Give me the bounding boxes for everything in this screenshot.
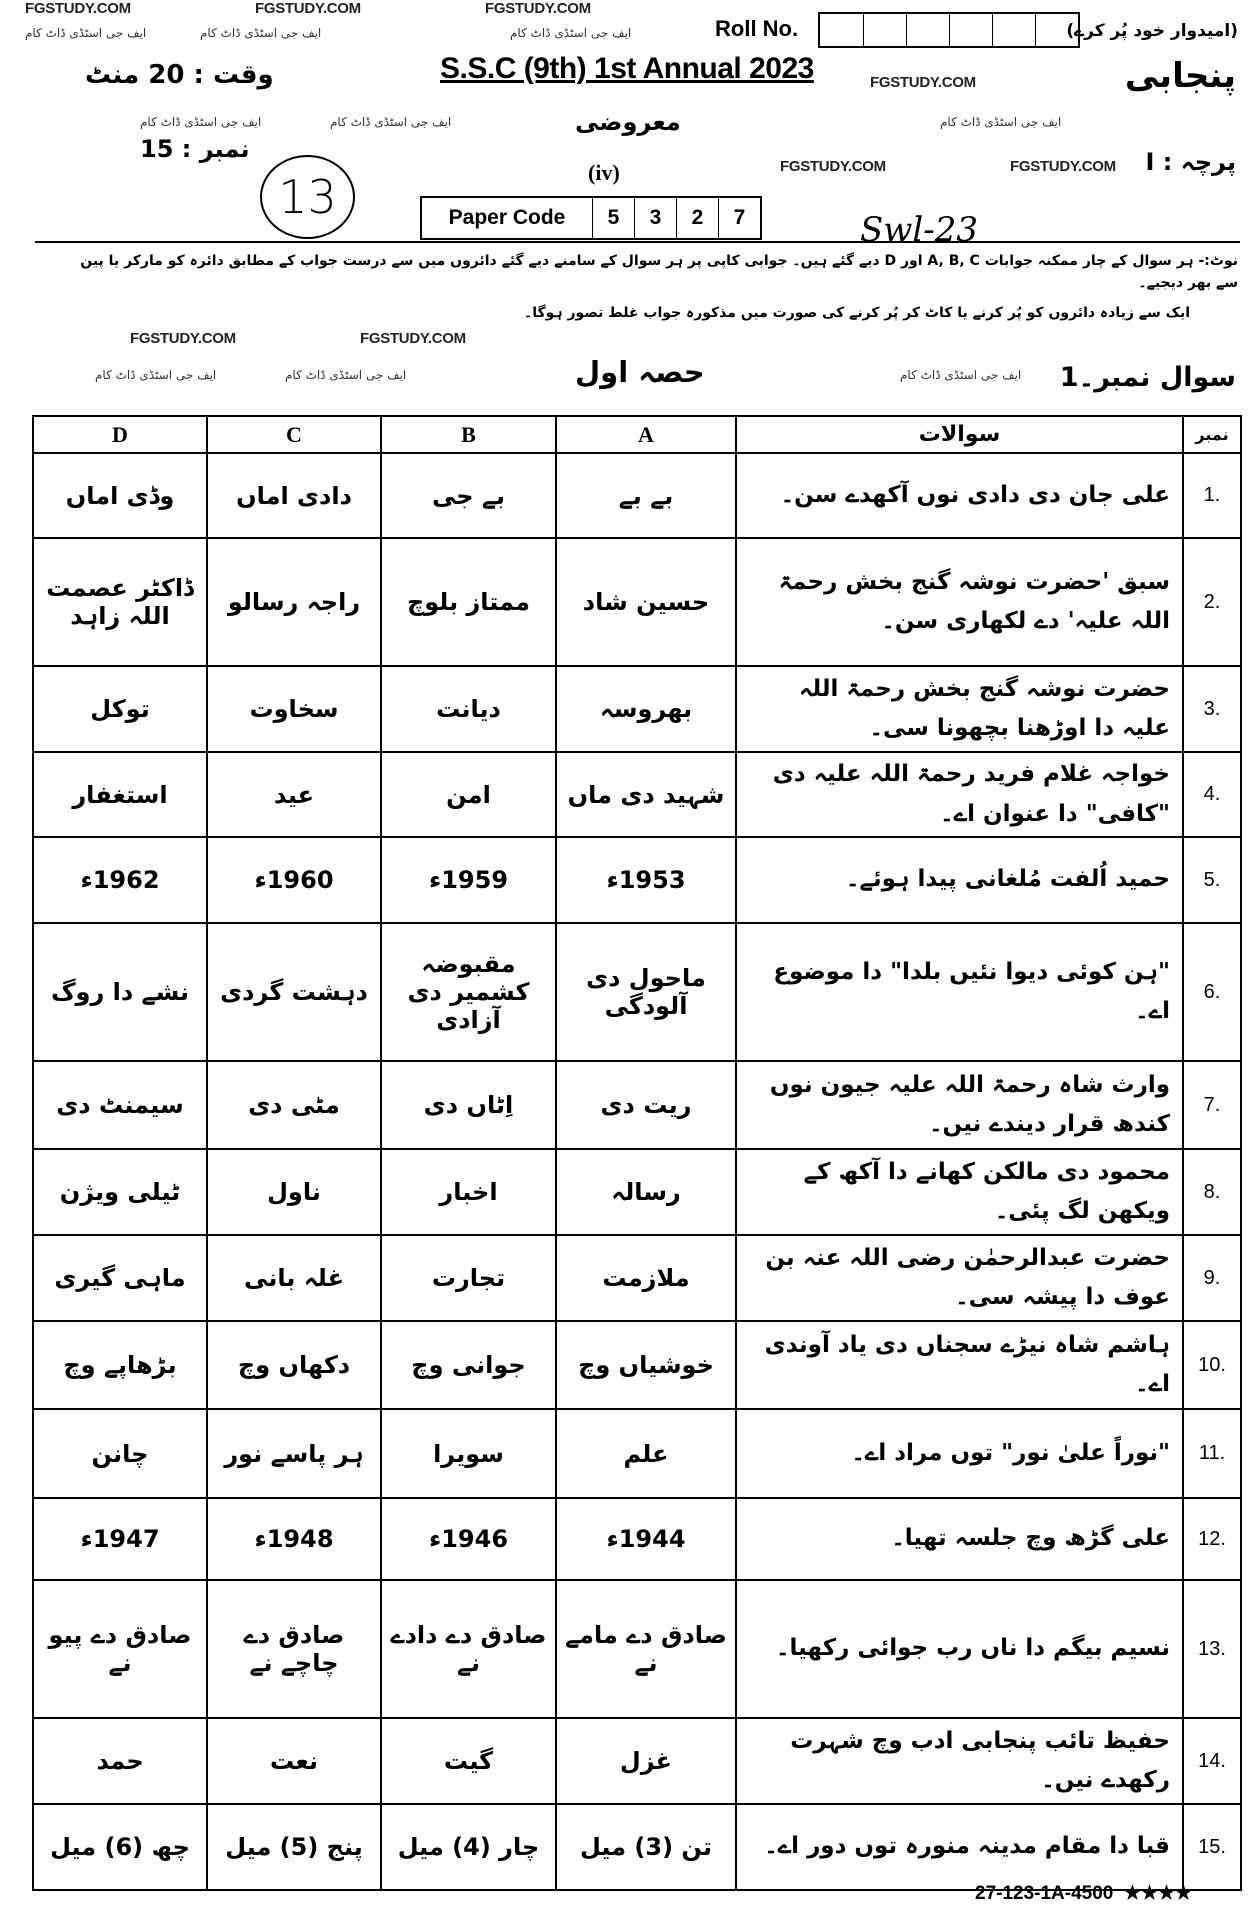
- option-c: سخاوت: [207, 666, 381, 752]
- question-number: 4.: [1183, 752, 1241, 837]
- table-row: [33, 666, 1241, 752]
- paper-code-digit: 2: [676, 198, 718, 238]
- handwritten-code: Swl-23: [860, 210, 979, 250]
- watermark-urdu: ایف جی اسٹڈی ڈاٹ کام: [940, 115, 1062, 129]
- option-a: غزل: [556, 1718, 736, 1804]
- option-c: ناول: [207, 1149, 381, 1235]
- table-row: [33, 1804, 1241, 1890]
- instructions-line-2: ایک سے زیادہ دائروں کو پُر کرنے یا کاٹ کر پُر کرنے کی صورت میں مذکورہ جواب غلط تصور ہوگا۔: [524, 305, 1190, 321]
- header-questions: سوالات: [736, 416, 1183, 453]
- question-text: حضرت عبدالرحمٰن رضی اللہ عنہ بن عوف دا پیشہ سی۔: [736, 1235, 1183, 1321]
- question-number: 14.: [1183, 1718, 1241, 1804]
- option-b: اِٹاں دی: [381, 1061, 556, 1149]
- option-b: 1946ء: [381, 1498, 556, 1580]
- question-text: علی گڑھ وچ جلسہ تھیا۔: [736, 1498, 1183, 1580]
- question-number: 2.: [1183, 538, 1241, 666]
- question-number: 9.: [1183, 1235, 1241, 1321]
- option-a: ملازمت: [556, 1235, 736, 1321]
- mcq-table: [32, 415, 1242, 1891]
- option-b: سویرا: [381, 1409, 556, 1498]
- watermark-urdu: ایف جی اسٹڈی ڈاٹ کام: [900, 368, 1022, 382]
- question-text: ہاشم شاہ نیڑے سجناں دی یاد آوندی اے۔: [736, 1321, 1183, 1409]
- question-number: 6.: [1183, 923, 1241, 1061]
- total-marks: نمبر : 15: [140, 135, 250, 163]
- footer-code: [975, 1882, 1192, 1905]
- option-d: ڈاکٹر عصمت اللہ زاہد: [33, 538, 207, 666]
- question-number: 7.: [1183, 1061, 1241, 1149]
- option-d: توکل: [33, 666, 207, 752]
- section-title: حصہ اول: [575, 355, 705, 389]
- candidate-note: (امیدوار خود پُر کرے): [1066, 21, 1238, 41]
- option-a: 1944ء: [556, 1498, 736, 1580]
- paper-code-box: [420, 196, 762, 240]
- table-row: [33, 1235, 1241, 1321]
- header-number: نمبر: [1183, 416, 1241, 453]
- table-row: [33, 837, 1241, 923]
- question-text: وارث شاہ رحمۃ اللہ علیہ جیون نوں کندھ قرار دیندے نیں۔: [736, 1061, 1183, 1149]
- option-a: 1953ء: [556, 837, 736, 923]
- option-c: مٹی دی: [207, 1061, 381, 1149]
- paper-version: (iv): [588, 160, 620, 185]
- option-c: پنج (5) میل: [207, 1804, 381, 1890]
- option-b: امن: [381, 752, 556, 837]
- watermark-urdu: ایف جی اسٹڈی ڈاٹ کام: [95, 368, 217, 382]
- paper-type: معروضی: [575, 108, 681, 136]
- option-d: ماہی گیری: [33, 1235, 207, 1321]
- watermark: FGSTUDY.COM: [25, 0, 131, 17]
- table-row: [33, 923, 1241, 1061]
- option-a: تن (3) میل: [556, 1804, 736, 1890]
- option-d: 1962ء: [33, 837, 207, 923]
- watermark-urdu: ایف جی اسٹڈی ڈاٹ کام: [140, 115, 262, 129]
- subject-name: پنجابی: [1124, 56, 1236, 96]
- table-row: [33, 1498, 1241, 1580]
- option-a: بے بے: [556, 453, 736, 538]
- watermark-urdu: ایف جی اسٹڈی ڈاٹ کام: [200, 26, 322, 40]
- question-number: 8.: [1183, 1149, 1241, 1235]
- question-text: سبق 'حضرت نوشہ گنج بخش رحمۃ اللہ علیہ' دے لکھاری سن۔: [736, 538, 1183, 666]
- option-d: ٹیلی ویژن: [33, 1149, 207, 1235]
- instructions-line-1: نوٹ:- ہر سوال کے چار ممکنہ جوابات A, B, C اور D دیے گئے ہیں۔ جوابی کاپی پر ہر سوال کے سامنے دیے گئے دائروں میں سے درست جواب کے مطابق دائرہ کو مارکر یا پین سے بھر دیجیے۔: [80, 253, 1238, 291]
- question-number: 11.: [1183, 1409, 1241, 1498]
- option-d: سیمنٹ دی: [33, 1061, 207, 1149]
- footer-stars: ★★★★: [1123, 1883, 1193, 1904]
- option-d: صادق دے پیو نے: [33, 1580, 207, 1718]
- option-d: نشے دا روگ: [33, 923, 207, 1061]
- option-a: ماحول دی آلودگی: [556, 923, 736, 1061]
- handwritten-score: 13: [260, 155, 355, 239]
- option-d: استغفار: [33, 752, 207, 837]
- option-b: گیت: [381, 1718, 556, 1804]
- question-number: 12.: [1183, 1498, 1241, 1580]
- question-text: نسیم بیگم دا ناں رب جوائی رکھیا۔: [736, 1580, 1183, 1718]
- option-a: خوشیاں وچ: [556, 1321, 736, 1409]
- option-a: شہید دی ماں: [556, 752, 736, 837]
- option-c: دادی اماں: [207, 453, 381, 538]
- watermark-urdu: ایف جی اسٹڈی ڈاٹ کام: [25, 26, 147, 40]
- question-text: حفیظ تائب پنجابی ادب وچ شہرت رکھدے نیں۔: [736, 1718, 1183, 1804]
- option-c: راجہ رسالو: [207, 538, 381, 666]
- watermark: FGSTUDY.COM: [780, 158, 886, 175]
- option-a: صادق دے مامے نے: [556, 1580, 736, 1718]
- paper-code-digit: 5: [592, 198, 634, 238]
- option-c: غلہ بانی: [207, 1235, 381, 1321]
- question-text: خواجہ غلام فرید رحمۃ اللہ علیہ دی "کافی" دا عنوان اے۔: [736, 752, 1183, 837]
- option-a: رسالہ: [556, 1149, 736, 1235]
- option-c: دکھاں وچ: [207, 1321, 381, 1409]
- table-row: [33, 453, 1241, 538]
- table-row: [33, 1061, 1241, 1149]
- paper-code-label: Paper Code: [448, 206, 566, 229]
- option-c: ہر پاسے نور: [207, 1409, 381, 1498]
- paper-code-digit: 7: [718, 198, 760, 238]
- option-b: جوانی وچ: [381, 1321, 556, 1409]
- watermark-urdu: ایف جی اسٹڈی ڈاٹ کام: [330, 115, 452, 129]
- option-c: صادق دے چاچے نے: [207, 1580, 381, 1718]
- question-text: قبا دا مقام مدینہ منورہ توں دور اے۔: [736, 1804, 1183, 1890]
- watermark: FGSTUDY.COM: [485, 0, 591, 17]
- roll-no-input[interactable]: [818, 12, 1080, 48]
- option-c: نعت: [207, 1718, 381, 1804]
- option-a: ریت دی: [556, 1061, 736, 1149]
- header-option-d: D: [33, 416, 207, 453]
- watermark-urdu: ایف جی اسٹڈی ڈاٹ کام: [510, 26, 632, 40]
- option-b: تجارت: [381, 1235, 556, 1321]
- option-d: چھ (6) میل: [33, 1804, 207, 1890]
- table-row: [33, 1718, 1241, 1804]
- option-b: 1959ء: [381, 837, 556, 923]
- question-number: 10.: [1183, 1321, 1241, 1409]
- option-b: دیانت: [381, 666, 556, 752]
- exam-title: S.S.C (9th) 1st Annual 2023: [440, 52, 814, 85]
- option-b: اخبار: [381, 1149, 556, 1235]
- option-c: دہشت گردی: [207, 923, 381, 1061]
- watermark-urdu: ایف جی اسٹڈی ڈاٹ کام: [285, 368, 407, 382]
- table-row: [33, 538, 1241, 666]
- question-text: حمید اُلفت مُلغانی پیدا ہوئے۔: [736, 837, 1183, 923]
- table-row: [33, 1580, 1241, 1718]
- table-row: [33, 1409, 1241, 1498]
- table-row: [33, 1321, 1241, 1409]
- header-option-a: A: [556, 416, 736, 453]
- table-row: [33, 752, 1241, 837]
- option-d: حمد: [33, 1718, 207, 1804]
- question-text: محمود دی مالکن کھانے دا آکھ کے ویکھن لگ پئی۔: [736, 1149, 1183, 1235]
- footer-code-text: 27-123-1A-4500: [975, 1883, 1114, 1904]
- option-b: چار (4) میل: [381, 1804, 556, 1890]
- option-c: 1960ء: [207, 837, 381, 923]
- option-d: 1947ء: [33, 1498, 207, 1580]
- option-c: عید: [207, 752, 381, 837]
- question-text: حضرت نوشہ گنج بخش رحمۃ اللہ علیہ دا اوڑھنا بچھونا سی۔: [736, 666, 1183, 752]
- question-number: 1.: [1183, 453, 1241, 538]
- option-b: صادق دے دادے نے: [381, 1580, 556, 1718]
- header-option-b: B: [381, 416, 556, 453]
- header-divider: [35, 241, 1240, 243]
- question-number: 15.: [1183, 1804, 1241, 1890]
- header-option-c: C: [207, 416, 381, 453]
- watermark: FGSTUDY.COM: [870, 74, 976, 91]
- question-text: "نوراً علیٰ نور" توں مراد اے۔: [736, 1409, 1183, 1498]
- option-d: چانن: [33, 1409, 207, 1498]
- option-d: وڈی اماں: [33, 453, 207, 538]
- option-c: 1948ء: [207, 1498, 381, 1580]
- option-b: بے جی: [381, 453, 556, 538]
- question-text: علی جان دی دادی نوں آکھدے سن۔: [736, 453, 1183, 538]
- option-d: بڑھاپے وچ: [33, 1321, 207, 1409]
- watermark: FGSTUDY.COM: [255, 0, 361, 17]
- option-a: بھروسہ: [556, 666, 736, 752]
- table-row: [33, 1149, 1241, 1235]
- option-b: ممتاز بلوچ: [381, 538, 556, 666]
- question-number: 13.: [1183, 1580, 1241, 1718]
- paper-code-digit: 3: [634, 198, 676, 238]
- question-number: 5.: [1183, 837, 1241, 923]
- watermark: FGSTUDY.COM: [360, 330, 466, 347]
- table-header-row: [33, 416, 1241, 453]
- roll-no-label: Roll No.: [715, 16, 799, 41]
- option-b: مقبوضہ کشمیر دی آزادی: [381, 923, 556, 1061]
- option-a: حسین شاد: [556, 538, 736, 666]
- question-text: "ہن کوئی دیوا نئیں بلدا" دا موضوع اے۔: [736, 923, 1183, 1061]
- option-a: علم: [556, 1409, 736, 1498]
- paper-number: پرچہ : I: [1145, 148, 1236, 176]
- watermark: FGSTUDY.COM: [1010, 158, 1116, 175]
- time-allowed: وقت : 20 منٹ: [85, 60, 274, 90]
- question-number-label: سوال نمبر۔1: [1059, 362, 1236, 393]
- watermark: FGSTUDY.COM: [130, 330, 236, 347]
- question-number: 3.: [1183, 666, 1241, 752]
